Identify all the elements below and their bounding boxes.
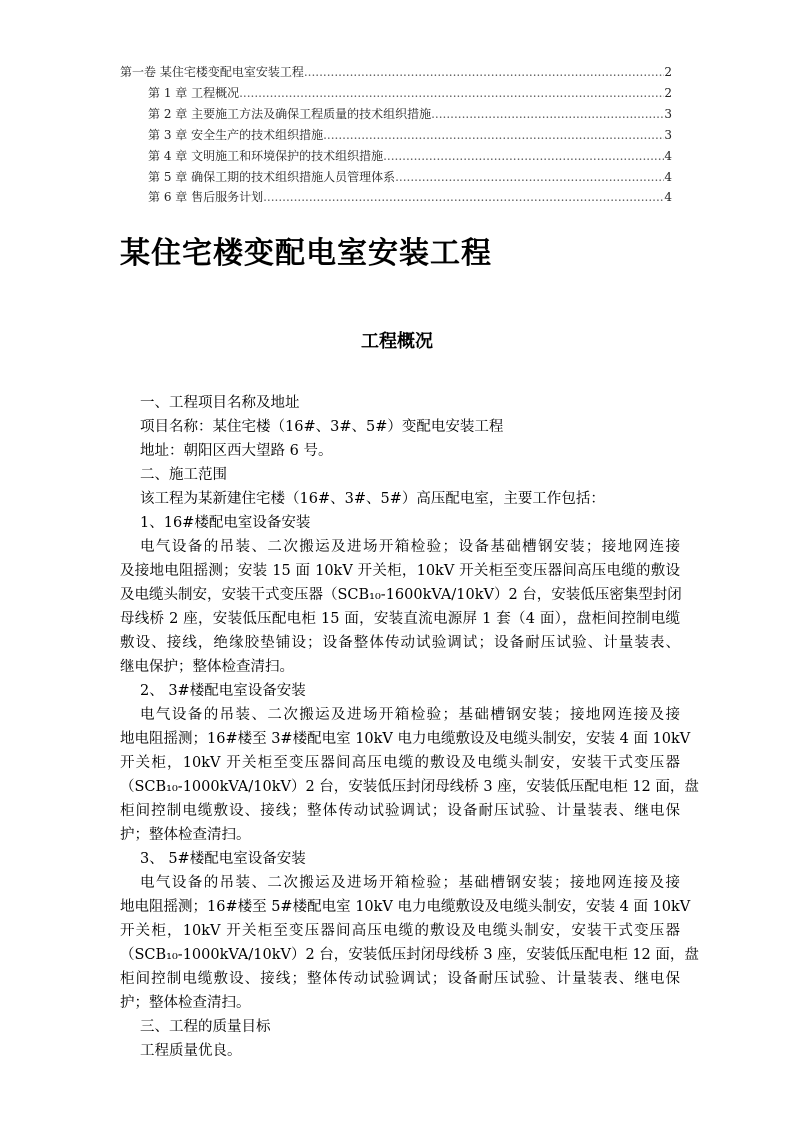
toc-leader-dots (383, 149, 664, 163)
toc-leader-dots (323, 128, 664, 142)
body-text-line: 工程质量优良。 (140, 1043, 242, 1059)
body-text-line: 及接地电阻摇测；安装 15 面 10kV 开关柜，10kV 开关柜至变压器间高压电缆的敷设 (120, 563, 680, 579)
toc-entry-label: 第 5 章 确保工期的技术组织措施人员管理体系 (148, 170, 396, 184)
toc-entry[interactable] (148, 190, 672, 204)
toc-page-number: 3 (664, 107, 672, 121)
body-text-line: 该工程为某新建住宅楼（16#、3#、5#）高压配电室，主要工作包括： (140, 491, 605, 507)
body-text-line: 2、 3#楼配电室设备安装 (140, 683, 306, 699)
body-text-line: 开关柜，10kV 开关柜至变压器间高压电缆的敷设及电缆头制安，安装干式变压器 (120, 923, 680, 939)
toc-leader-dots (304, 65, 665, 79)
toc-entry[interactable] (120, 65, 672, 79)
body-text-line: 电气设备的吊装、二次搬运及进场开箱检验；基础槽钢安装；接地网连接及接 (140, 875, 680, 891)
toc-page-number: 4 (664, 149, 672, 163)
toc-page-number: 4 (664, 190, 672, 204)
document-title: 某住宅楼变配电室安装工程 (120, 236, 492, 271)
body-text-line: 三、工程的质量目标 (140, 1019, 271, 1035)
toc-page-number: 4 (664, 170, 672, 184)
body-text-line: 二、施工范围 (140, 467, 227, 483)
body-text-line: 开关柜，10kV 开关柜至变压器间高压电缆的敷设及电缆头制安，安装干式变压器 (120, 755, 680, 771)
body-text-line: 1、16#楼配电室设备安装 (140, 515, 311, 531)
toc-leader-dots (239, 86, 664, 100)
body-text-line: 一、工程项目名称及地址 (140, 395, 300, 411)
toc-entry-label: 第 2 章 主要施工方法及确保工程质量的技术组织措施 (148, 107, 432, 121)
body-text-line: （SCB₁₀-1000kVA/10kV）2 台，安装低压封闭母线桥 3 座，安装低压配电柜 12 面，盘 (120, 779, 699, 795)
body-text-line: 护；整体检查清扫。 (120, 995, 251, 1011)
toc-page-number: 2 (664, 65, 672, 79)
toc-entry-label: 第 6 章 售后服务计划 (148, 190, 264, 204)
toc-leader-dots (263, 190, 664, 204)
toc-entry[interactable] (148, 149, 672, 163)
toc-entry[interactable] (148, 107, 672, 121)
body-text-line: 护；整体检查清扫。 (120, 827, 251, 843)
toc-entry-label: 第 4 章 文明施工和环境保护的技术组织措施 (148, 149, 384, 163)
body-text-line: 项目名称：某住宅楼（16#、3#、5#）变配电安装工程 (140, 419, 504, 435)
toc-leader-dots (395, 170, 664, 184)
section-heading: 工程概况 (361, 331, 433, 352)
body-text-line: 地电阻摇测；16#楼至 5#楼配电室 10kV 电力电缆敷设及电缆头制安，安装 4 面 10kV (120, 899, 691, 915)
body-text-line: 母线桥 2 座，安装低压配电柜 15 面，安装直流电源屏 1 套（4 面），盘柜间控制电缆 (120, 611, 680, 627)
body-text-line: 继电保护；整体检查清扫。 (120, 659, 294, 675)
toc-entry[interactable] (148, 170, 672, 184)
body-text-line: 地电阻摇测；16#楼至 3#楼配电室 10kV 电力电缆敷设及电缆头制安，安装 4 面 10kV (120, 731, 691, 747)
toc-page-number: 2 (664, 86, 672, 100)
body-text-line: （SCB₁₀-1000kVA/10kV）2 台，安装低压封闭母线桥 3 座，安装低压配电柜 12 面，盘 (120, 947, 699, 963)
body-text-line: 电气设备的吊装、二次搬运及进场开箱检验；基础槽钢安装；接地网连接及接 (140, 707, 680, 723)
toc-entry-label: 第 3 章 安全生产的技术组织措施 (148, 128, 324, 142)
toc-leader-dots (431, 107, 664, 121)
toc-page-number: 3 (664, 128, 672, 142)
body-text-line: 及电缆头制安，安装干式变压器（SCB₁₀-1600kVA/10kV）2 台，安装低压密集型封闭 (120, 587, 682, 603)
toc-entry[interactable] (148, 86, 672, 100)
toc-entry-label: 第 1 章 工程概况 (148, 86, 240, 100)
body-text-line: 柜间控制电缆敷设、接线；整体传动试验调试；设备耐压试验、计量装表、继电保 (120, 971, 680, 987)
body-text-line: 敷设、接线，绝缘胶垫铺设；设备整体传动试验调试；设备耐压试验、计量装表、 (120, 635, 680, 651)
body-text-line: 柜间控制电缆敷设、接线；整体传动试验调试；设备耐压试验、计量装表、继电保 (120, 803, 680, 819)
body-text-line: 3、 5#楼配电室设备安装 (140, 851, 306, 867)
body-text-line: 电气设备的吊装、二次搬运及进场开箱检验；设备基础槽钢安装；接地网连接 (140, 539, 680, 555)
toc-entry-label: 第一卷 某住宅楼变配电室安装工程 (120, 65, 304, 79)
body-text-line: 地址：朝阳区西大望路 6 号。 (140, 443, 333, 459)
toc-entry[interactable] (148, 128, 672, 142)
